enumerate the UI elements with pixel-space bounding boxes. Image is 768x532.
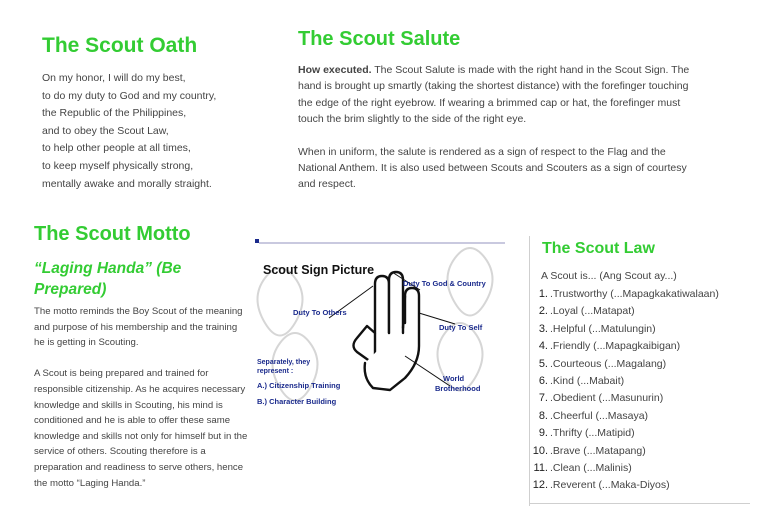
brotherhood-label: Brotherhood bbox=[435, 384, 481, 393]
list-item bbox=[530, 410, 719, 427]
salute-paragraph-1 bbox=[298, 62, 698, 128]
list-item-text: .Reverent (...Maka-Diyos) bbox=[550, 479, 670, 492]
list-item-number: 7. bbox=[538, 392, 548, 405]
salute-paragraph-2: When in uniform, the salute is rendered as a sign of respect to the Flag and the National Anthem. It is also used between Scouts and Scouters as a sign of courtesy and respect. bbox=[298, 145, 687, 191]
motto-text bbox=[34, 304, 248, 491]
separately-line-2: represent : bbox=[257, 368, 294, 375]
oath-line: to help other people at all times, bbox=[42, 142, 191, 155]
list-item bbox=[530, 305, 719, 322]
list-item-text: .Helpful (...Matulungin) bbox=[550, 322, 656, 335]
list-item-text: .Loyal (...Matapat) bbox=[550, 305, 635, 318]
list-item-number: 2. bbox=[538, 305, 548, 318]
oath-line: On my honor, I will do my best, bbox=[42, 72, 186, 84]
top-strip bbox=[259, 242, 505, 244]
duty-god-label: Duty To God & Country bbox=[403, 279, 486, 288]
list-item-text: .Thrifty (...Matipid) bbox=[550, 427, 635, 440]
list-item-text: .Cheerful (...Masaya) bbox=[550, 409, 649, 422]
oath-line: mentally awake and morally straight. bbox=[42, 177, 212, 190]
list-item bbox=[530, 288, 719, 305]
law-divider bbox=[530, 503, 750, 504]
salute-text bbox=[298, 62, 698, 193]
list-item bbox=[530, 462, 719, 479]
list-item-text: .Brave (...Matapang) bbox=[550, 444, 646, 457]
list-item-text: .Clean (...Malinis) bbox=[550, 461, 632, 474]
character-label: B.) Character Building bbox=[257, 397, 337, 406]
corner-square-icon bbox=[255, 239, 259, 243]
list-item bbox=[530, 375, 719, 392]
list-item-number: 10. bbox=[532, 444, 548, 457]
oath-text bbox=[42, 70, 216, 193]
citizenship-label: A.) Citizenship Training bbox=[257, 381, 341, 390]
list-item bbox=[530, 479, 719, 496]
list-item-text: .Obedient (...Masunurin) bbox=[550, 392, 664, 405]
list-item-text: .Kind (...Mabait) bbox=[550, 374, 625, 387]
list-item bbox=[530, 392, 719, 409]
motto-paragraph-2: A Scout is being prepared and trained for responsible citizenship. As he acquires necessary knowledge and skills in Scouting, his mind is conditioned and he is able to offer these same knowledge and skills not only for himself but in the service of others. Scouting therefore is a preparation and readiness to serve others, hence the motto “Laging Handa.” bbox=[34, 368, 248, 489]
list-item-number: 3. bbox=[538, 322, 548, 335]
duty-others-label: Duty To Others bbox=[293, 308, 347, 317]
sign-title: Scout Sign Picture bbox=[263, 263, 375, 277]
law-list bbox=[530, 288, 719, 497]
list-item-number: 1. bbox=[538, 288, 548, 300]
list-item bbox=[530, 445, 719, 462]
salute-paragraph-1-text: The Scout Salute is made with the right hand in the Scout Sign. The hand is brought up smartly (taking the shortest distance) with the forefinger touching the edge of the right eyebrow. If wearing a brimmed cap or hat, the forefinger must touch the brim slightly to the side of the right eye. bbox=[298, 64, 690, 126]
list-item bbox=[530, 323, 719, 340]
hand-icon bbox=[354, 272, 420, 390]
list-item-number: 8. bbox=[538, 409, 548, 422]
motto-heading: The Scout Motto bbox=[34, 223, 191, 245]
list-item bbox=[530, 340, 719, 357]
salute-heading: The Scout Salute bbox=[298, 28, 461, 50]
law-heading: The Scout Law bbox=[542, 240, 655, 257]
list-item-text: .Courteous (...Magalang) bbox=[550, 357, 667, 370]
list-item-text: .Friendly (...Mapagkaibigan) bbox=[550, 340, 681, 353]
law-intro: A Scout is... (Ang Scout ay...) bbox=[541, 270, 677, 282]
scout-sign-illustration bbox=[255, 238, 505, 418]
oath-line: to do my duty to God and my country, bbox=[42, 89, 217, 102]
salute-lead: How executed. bbox=[298, 64, 372, 76]
scout-sign-picture bbox=[255, 238, 505, 418]
oath-line: and to obey the Scout Law, bbox=[42, 124, 169, 137]
list-item-number: 12. bbox=[532, 479, 548, 492]
list-item-number: 9. bbox=[538, 427, 548, 440]
list-item-text: .Trustworthy (...Mapagkakatiwalaan) bbox=[550, 288, 719, 300]
list-item-number: 6. bbox=[538, 374, 548, 387]
oath-line: to keep myself physically strong, bbox=[42, 159, 194, 172]
motto-subheading: “Laging Handa” (Be Prepared) bbox=[34, 260, 182, 298]
list-item-number: 11. bbox=[533, 461, 548, 474]
list-item bbox=[530, 358, 719, 375]
duty-self-label: Duty To Self bbox=[439, 323, 483, 332]
oath-line: the Republic of the Philippines, bbox=[42, 107, 187, 120]
oath-heading: The Scout Oath bbox=[42, 34, 198, 57]
motto-paragraph-1: The motto reminds the Boy Scout of the meaning and purpose of his membership and the training he is getting in Scouting. bbox=[34, 306, 243, 349]
world-label: World bbox=[443, 374, 465, 383]
list-item-number: 5. bbox=[538, 357, 548, 370]
separately-line-1: Separately, they bbox=[257, 359, 311, 366]
scout-law-panel bbox=[529, 236, 754, 506]
list-item bbox=[530, 427, 719, 444]
list-item-number: 4. bbox=[538, 340, 548, 353]
